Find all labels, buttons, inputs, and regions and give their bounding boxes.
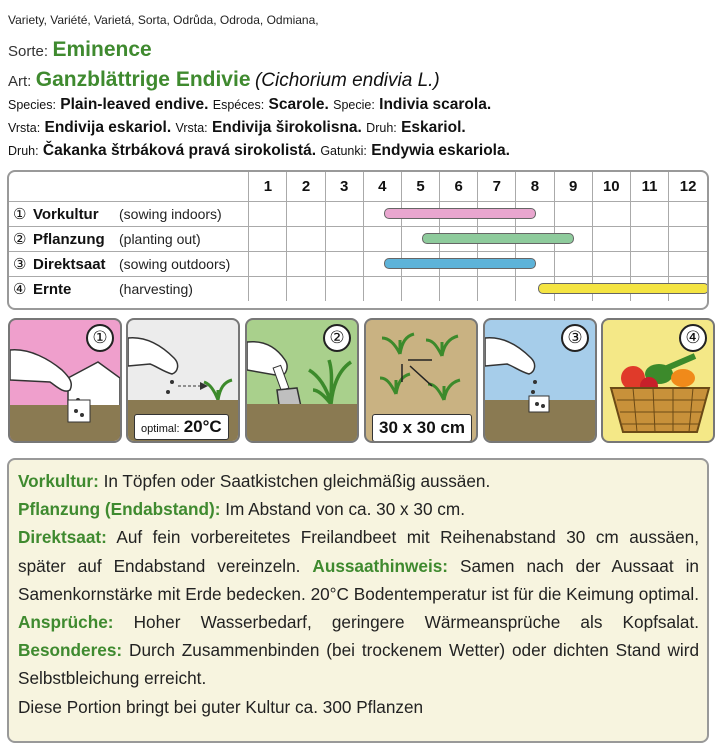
- row-label: ③ Direktsaat (sowing outdoors): [9, 251, 249, 276]
- row-label: ① Vorkultur (sowing indoors): [9, 201, 249, 226]
- calendar-grid: [9, 172, 707, 301]
- month-2: 2: [287, 172, 325, 201]
- month-8: 8: [516, 172, 554, 201]
- step-1-badge: ①: [86, 324, 114, 352]
- month-7: 7: [478, 172, 516, 201]
- vrsta-value: Endivija eskariol.: [44, 119, 172, 136]
- panel-sowing-indoors: [8, 318, 122, 443]
- sorte-label: Sorte:: [8, 43, 49, 60]
- sowing-calendar: [7, 170, 709, 310]
- species-value: Plain-leaved endive.: [60, 96, 209, 113]
- step-2-badge: ②: [323, 324, 351, 352]
- panel-germination: [126, 318, 240, 443]
- species-line-2: [8, 119, 466, 137]
- harvest-basket-illustration: [603, 320, 715, 443]
- schedule-bar-ernte: [538, 283, 709, 294]
- panel-spacing: [364, 318, 478, 443]
- panel-harvest: [601, 318, 715, 443]
- sorte-row: [8, 38, 152, 62]
- row-label: ④ Ernte (harvesting): [9, 276, 249, 301]
- month-11: 11: [630, 172, 668, 201]
- spacing-plate: 30 x 30 cm: [372, 414, 472, 442]
- instruction-direktsaat: Direktsaat: Auf fein vorbereitetes Freilandbeet mit Reihenabstand 30 cm aussäen, später auf Endabstand vereinzeln. Aussaathinweis: Samen nach der Aussaat in Samenkornstärke mit Erde bedecken. 20°C Bodentemperatur ist für die Keimung optimal. Ansprüche: Hoher Wasserbedarf, geringere Wärmeansprüche als Kopfsalat. Besonderes: Durch Zusammenbinden (bei trockenem Wetter) oder dichten Stand wird Selbstbleichung erreicht.: [18, 527, 699, 689]
- instruction-pflanzung: Pflanzung (Endabstand): Im Abstand von ca. 30 x 30 cm.: [18, 499, 465, 520]
- druh-label: Druh:: [366, 121, 397, 135]
- month-5: 5: [401, 172, 439, 201]
- month-9: 9: [554, 172, 592, 201]
- specie-value: Indivia scarola.: [379, 96, 492, 113]
- growing-instructions: [7, 458, 709, 743]
- direct-sowing-illustration: [485, 320, 597, 443]
- instruction-vorkultur: Vorkultur: In Töpfen oder Saatkistchen gleichmäßig aussäen.: [18, 471, 491, 491]
- art-latin: (Cichorium endivia L.): [254, 70, 440, 91]
- month-12: 12: [669, 172, 707, 201]
- druh-label-2: Druh:: [8, 144, 39, 158]
- panel-planting-out: [245, 318, 359, 443]
- row-label: ② Pflanzung (planting out): [9, 226, 249, 251]
- specie-label: Specie:: [333, 98, 375, 112]
- druh-value-2: Čakanka štrbáková pravá sirokolistá.: [42, 142, 317, 159]
- species-line-1: [8, 96, 491, 114]
- schedule-bar-vorkultur: [384, 208, 536, 219]
- planting-out-illustration: [247, 320, 359, 443]
- vrsta-label: Vrsta:: [8, 121, 41, 135]
- month-10: 10: [592, 172, 630, 201]
- calendar-row-direktsaat: [9, 251, 707, 276]
- vrsta-value-2: Endivija širokolisna.: [211, 119, 362, 136]
- variety-line: Variety, Variété, Varietá, Sorta, Odrůda, Odroda, Odmiana,: [8, 13, 319, 27]
- druh-value: Eskariol.: [401, 119, 466, 136]
- calendar-row-pflanzung: [9, 226, 707, 251]
- gatunki-value: Endywia eskariola.: [371, 142, 510, 159]
- art-row: [8, 68, 440, 92]
- vrsta-label-2: Vrsta:: [175, 121, 208, 135]
- temperature-plate: optimal: 20°C: [134, 414, 229, 440]
- step-4-badge: ④: [679, 324, 707, 352]
- portion-note: Diese Portion bringt bei guter Kultur ca. 300 Pflanzen: [18, 696, 424, 717]
- sowing-indoors-illustration: [10, 320, 122, 443]
- month-header-row: [9, 172, 707, 201]
- schedule-bar-direktsaat: [384, 258, 536, 269]
- month-4: 4: [363, 172, 401, 201]
- especes-label: Espéces:: [212, 98, 265, 112]
- sorte-value: Eminence: [52, 38, 152, 61]
- especes-value: Scarole.: [268, 96, 329, 113]
- month-3: 3: [325, 172, 363, 201]
- art-value: Ganzblättrige Endivie: [35, 68, 251, 91]
- calendar-corner: [9, 172, 249, 201]
- schedule-bar-pflanzung: [422, 233, 574, 244]
- art-label: Art:: [8, 73, 32, 90]
- panel-direct-sowing: [483, 318, 597, 443]
- month-6: 6: [440, 172, 478, 201]
- calendar-row-vorkultur: [9, 201, 707, 226]
- step-3-badge: ③: [561, 324, 589, 352]
- gatunki-label: Gatunki:: [320, 144, 367, 158]
- species-label: Species:: [8, 98, 56, 112]
- species-line-3: [8, 142, 510, 160]
- month-1: 1: [249, 172, 287, 201]
